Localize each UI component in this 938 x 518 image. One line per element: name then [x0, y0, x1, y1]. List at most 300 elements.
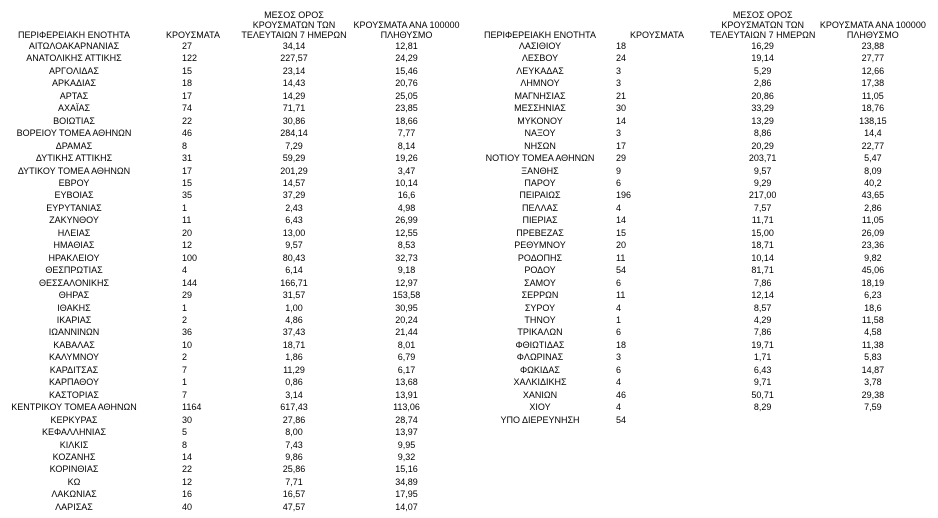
region-name: ΡΟΔΟΠΗΣ	[517, 252, 563, 263]
rate-value: 3,78	[864, 377, 882, 388]
cases-value: 18	[616, 339, 627, 350]
rate-value: 7,77	[397, 128, 416, 139]
region-name: ΦΩΚΙΔΑΣ	[520, 364, 560, 375]
table-row	[4, 177, 464, 189]
region-name: ΕΒΡΟΥ	[58, 177, 90, 188]
average-value: 11,71	[751, 215, 774, 226]
region-name: ΑΙΤΩΛΟΑΚΑΡΝΑΝΙΑΣ	[28, 41, 120, 51]
rate-value: 11,38	[861, 339, 884, 350]
rate-value: 23,88	[861, 41, 885, 51]
rate-value: 43,65	[861, 190, 885, 201]
table-row	[4, 476, 464, 488]
table-row	[4, 463, 464, 475]
average-value: 9,86	[285, 451, 303, 462]
table-row	[470, 152, 930, 164]
average-value: 8,29	[753, 402, 772, 413]
rate-value: 26,09	[861, 227, 885, 238]
cases-value: 24	[616, 53, 627, 64]
region-name: ΑΧΑΪΑΣ	[57, 103, 91, 114]
table-row	[4, 364, 464, 376]
average-value: 34,14	[282, 41, 306, 51]
table-row	[470, 65, 930, 77]
rate-value: 28,74	[395, 414, 418, 425]
right-header-row	[470, 2, 930, 40]
table-row	[470, 252, 930, 264]
rate-value: 138,15	[859, 115, 887, 126]
rate-value: 23,36	[861, 240, 885, 251]
cases-value: 22	[182, 464, 193, 475]
region-name: ΧΑΛΚΙΔΙΚΗΣ	[513, 377, 567, 388]
rate-value: 4,58	[864, 327, 882, 338]
cases-value: 16	[182, 489, 193, 500]
region-name: ΚΕΝΤΡΙΚΟΥ ΤΟΜΕΑ ΑΘΗΝΩΝ	[11, 402, 137, 413]
region-name: ΛΕΣΒΟΥ	[521, 53, 559, 64]
table-row	[470, 127, 930, 139]
cases-value: 30	[616, 103, 627, 114]
header-cases: ΚΡΟΥΣΜΑΤΑ	[166, 30, 220, 40]
cases-value: 18	[616, 41, 627, 51]
cases-value: 1	[182, 377, 188, 388]
cases-value: 2	[182, 314, 188, 325]
average-value: 19,71	[751, 339, 774, 350]
region-name: ΥΠΟ ΔΙΕΡΕΥΝΗΣΗ	[500, 414, 580, 425]
rate-value: 13,68	[395, 377, 418, 388]
cases-value: 11	[616, 252, 626, 263]
region-name: ΔΥΤΙΚΗΣ ΑΤΤΙΚΗΣ	[35, 153, 113, 164]
average-value: 5,29	[753, 65, 772, 76]
average-value: 19,14	[751, 53, 774, 64]
cases-value: 31	[182, 153, 193, 164]
region-name: ΙΚΑΡΙΑΣ	[56, 314, 92, 325]
rate-value: 29,38	[861, 389, 885, 400]
right-table-section	[470, 2, 930, 426]
region-name: ΚΑΒΑΛΑΣ	[53, 339, 95, 350]
region-name: ΚΩ	[67, 476, 81, 487]
table-row	[4, 40, 464, 52]
rate-value: 40,2	[864, 177, 882, 188]
table-row	[470, 52, 930, 64]
cases-value: 46	[616, 389, 627, 400]
header-region: ΠΕΡΙΦΕΡΕΙΑΚΗ ΕΝΟΤΗΤΑ	[17, 30, 131, 40]
average-value: 20,86	[751, 90, 774, 101]
region-name: ΔΡΑΜΑΣ	[55, 140, 93, 151]
rate-value: 20,76	[395, 78, 418, 89]
region-name: ΧΙΟΥ	[529, 402, 551, 413]
table-row	[4, 376, 464, 388]
cases-value: 3	[616, 78, 622, 89]
cases-value: 12	[182, 476, 193, 487]
average-value	[710, 414, 815, 426]
table-row	[470, 364, 930, 376]
rate-value: 5,83	[864, 352, 882, 363]
average-value: 7,71	[285, 476, 303, 487]
region-name: ΙΘΑΚΗΣ	[57, 302, 91, 313]
cases-value: 9	[616, 165, 622, 176]
cases-value: 3	[616, 352, 622, 363]
rate-value: 14,87	[861, 364, 885, 375]
average-value: 15,00	[751, 227, 774, 238]
average-value: 8,57	[753, 302, 772, 313]
table-row	[4, 189, 464, 201]
cases-value: 21	[616, 90, 627, 101]
region-name: ΚΑΛΥΜΝΟΥ	[48, 352, 100, 363]
cases-value: 30	[182, 414, 193, 425]
region-name: ΕΥΒΟΙΑΣ	[54, 190, 94, 201]
average-value: 7,57	[753, 202, 772, 213]
table-row	[4, 339, 464, 351]
region-name: ΣΑΜΟΥ	[524, 277, 556, 288]
rate-value: 22,77	[861, 140, 885, 151]
table-row	[4, 77, 464, 89]
table-row	[4, 90, 464, 102]
region-name: ΚΟΡΙΝΘΙΑΣ	[49, 464, 99, 475]
region-name: ΚΑΡΔΙΤΣΑΣ	[49, 364, 99, 375]
rate-value: 18,6	[864, 302, 882, 313]
rate-value: 113,06	[393, 402, 420, 413]
table-row	[470, 302, 930, 314]
cases-value: 29	[616, 153, 627, 164]
left-data-table	[4, 2, 464, 513]
cases-value: 3	[616, 128, 622, 139]
header-rate: ΚΡΟΥΣΜΑΤΑ ΑΝΑ 100000 ΠΛΗΘΥΣΜΟ	[819, 20, 926, 40]
rate-value: 30,95	[395, 302, 418, 313]
rate-value	[815, 414, 930, 426]
cases-value: 4	[182, 265, 188, 276]
cases-value: 11	[616, 290, 626, 301]
rate-value: 27,77	[861, 53, 885, 64]
average-value: 7,43	[285, 439, 303, 450]
table-row	[4, 314, 464, 326]
average-value: 14,29	[282, 90, 306, 101]
cases-value: 144	[182, 277, 198, 288]
cases-value: 1164	[182, 402, 202, 413]
rate-value: 9,18	[397, 265, 416, 276]
table-row	[4, 102, 464, 114]
region-name: ΙΩΑΝΝΙΝΩΝ	[48, 327, 100, 338]
region-name: ΒΟΙΩΤΙΑΣ	[53, 115, 95, 126]
average-value: 8,86	[753, 128, 772, 139]
cases-value: 17	[182, 165, 193, 176]
table-row	[4, 389, 464, 401]
average-value: 25,86	[282, 464, 306, 475]
table-row	[470, 376, 930, 388]
average-value: 18,71	[751, 240, 774, 251]
cases-value: 2	[182, 352, 188, 363]
region-name: ΖΑΚΥΝΘΟΥ	[49, 215, 99, 226]
table-row	[470, 102, 930, 114]
rate-value: 8,53	[397, 240, 416, 251]
rate-value: 14,4	[864, 128, 882, 139]
rate-value: 21,44	[395, 327, 418, 338]
average-value: 9,29	[753, 177, 772, 188]
right-data-table	[470, 2, 930, 426]
average-value: 9,57	[285, 240, 303, 251]
table-row	[4, 401, 464, 413]
average-value: 3,14	[285, 389, 303, 400]
region-name: ΦΘΙΩΤΙΔΑΣ	[515, 339, 565, 350]
cases-value: 196	[616, 190, 632, 201]
cases-value: 74	[182, 103, 193, 114]
table-row	[470, 202, 930, 214]
region-name: ΘΕΣΣΑΛΟΝΙΚΗΣ	[38, 277, 110, 288]
average-value: 11,29	[283, 364, 305, 375]
region-name: ΛΑΚΩΝΙΑΣ	[51, 489, 97, 500]
table-row	[470, 214, 930, 226]
cases-value: 46	[182, 128, 193, 139]
table-row	[4, 289, 464, 301]
region-name: ΧΑΝΙΩΝ	[522, 389, 558, 400]
table-row	[4, 326, 464, 338]
cases-value: 40	[182, 501, 193, 512]
cases-value: 8	[182, 439, 188, 450]
average-value: 16,29	[751, 41, 774, 51]
rate-value: 45,06	[861, 265, 885, 276]
region-name: ΜΕΣΣΗΝΙΑΣ	[514, 103, 566, 114]
average-value: 9,71	[753, 377, 772, 388]
rate-value: 2,86	[864, 202, 882, 213]
region-name: ΤΡΙΚΑΛΩΝ	[517, 327, 563, 338]
rate-value: 4,98	[397, 202, 416, 213]
rate-value: 9,95	[397, 439, 416, 450]
rate-value: 15,46	[395, 65, 418, 76]
average-value: 201,29	[280, 165, 308, 176]
average-value: 9,57	[753, 165, 772, 176]
cases-value: 15	[616, 227, 627, 238]
region-name: ΠΑΡΟΥ	[524, 177, 556, 188]
rate-value: 9,82	[864, 252, 882, 263]
table-row	[4, 252, 464, 264]
average-value: 13,29	[751, 115, 774, 126]
average-value: 23,14	[282, 65, 306, 76]
region-name: ΝΗΣΩΝ	[524, 140, 556, 151]
cases-value: 122	[182, 53, 198, 64]
average-value: 166,71	[280, 277, 308, 288]
table-row	[4, 140, 464, 152]
cases-value: 7	[182, 364, 188, 375]
region-name: ΣΕΡΡΩΝ	[521, 290, 559, 301]
left-header-row	[4, 2, 464, 40]
table-row	[4, 52, 464, 64]
average-value: 2,43	[285, 202, 303, 213]
cases-value: 11	[182, 215, 192, 226]
region-name: ΡΕΘΥΜΝΟΥ	[514, 240, 566, 251]
average-value: 47,57	[282, 501, 306, 512]
rate-value: 8,14	[397, 140, 416, 151]
table-row	[470, 227, 930, 239]
table-row	[4, 165, 464, 177]
region-name: ΑΡΤΑΣ	[59, 90, 89, 101]
average-value: 6,43	[753, 364, 772, 375]
region-name: ΝΑΞΟΥ	[524, 128, 556, 139]
table-row	[4, 202, 464, 214]
rate-value: 19,26	[395, 153, 418, 164]
table-row	[4, 277, 464, 289]
cases-value: 4	[616, 377, 622, 388]
region-name: ΤΗΝΟΥ	[524, 314, 556, 325]
table-row	[4, 239, 464, 251]
region-name: ΛΗΜΝΟΥ	[520, 78, 560, 89]
rate-value: 12,97	[395, 277, 418, 288]
average-value: 203,71	[748, 153, 777, 164]
right-table-body	[470, 40, 930, 426]
rate-value: 11,05	[861, 215, 884, 226]
cases-value: 20	[182, 227, 193, 238]
table-row	[4, 414, 464, 426]
rate-value: 17,38	[861, 78, 885, 89]
header-average: ΜΕΣΟΣ ΟΡΟΣ ΚΡΟΥΣΜΑΤΩΝ ΤΩΝ ΤΕΛΕΥΤΑΙΩΝ 7 ΗΜΕΡΩΝ	[241, 10, 347, 40]
table-row	[470, 401, 930, 413]
region-name: ΚΑΡΠΑΘΟΥ	[48, 377, 100, 388]
table-row	[470, 77, 930, 89]
region-name: ΠΕΛΛΑΣ	[521, 202, 559, 213]
header-region: ΠΕΡΙΦΕΡΕΙΑΚΗ ΕΝΟΤΗΤΑ	[483, 30, 597, 40]
table-row	[470, 189, 930, 201]
cases-value: 6	[616, 364, 622, 375]
table-row	[470, 314, 930, 326]
average-value: 33,29	[751, 103, 774, 114]
region-name: ΘΕΣΠΡΩΤΙΑΣ	[45, 265, 103, 276]
region-name: ΛΕΥΚΑΔΑΣ	[516, 65, 564, 76]
rate-value: 3,47	[397, 165, 416, 176]
average-value: 227,57	[280, 53, 308, 64]
cases-value: 100	[182, 252, 198, 263]
cases-value: 10	[182, 339, 193, 350]
cases-value: 15	[182, 65, 193, 76]
average-value: 217,00	[748, 190, 777, 201]
average-value: 284,14	[280, 128, 308, 139]
table-row	[470, 115, 930, 127]
region-name: ΞΑΝΘΗΣ	[521, 165, 559, 176]
cases-value: 14	[616, 215, 627, 226]
rate-value: 7,59	[864, 402, 882, 413]
cases-value: 6	[616, 177, 622, 188]
table-row	[470, 339, 930, 351]
table-row	[4, 426, 464, 438]
cases-value: 6	[616, 277, 622, 288]
rate-value: 13,97	[395, 427, 418, 438]
table-row	[470, 40, 930, 52]
average-value: 18,71	[282, 339, 306, 350]
rate-value: 15,16	[395, 464, 418, 475]
left-table-body	[4, 40, 464, 513]
cases-value: 54	[616, 414, 627, 425]
rate-value: 18,19	[861, 277, 885, 288]
header-average: ΜΕΣΟΣ ΟΡΟΣ ΚΡΟΥΣΜΑΤΩΝ ΤΩΝ ΤΕΛΕΥΤΑΙΩΝ 7 ΗΜΕΡΩΝ	[710, 10, 816, 40]
table-row	[4, 214, 464, 226]
average-value: 617,43	[280, 402, 308, 413]
table-row	[470, 239, 930, 251]
rate-value: 11,05	[861, 90, 884, 101]
header-cases: ΚΡΟΥΣΜΑΤΑ	[630, 30, 684, 40]
rate-value: 32,73	[395, 252, 418, 263]
cases-value: 17	[182, 90, 193, 101]
rate-value: 11,58	[861, 314, 884, 325]
region-name: ΚΕΦΑΛΛΗΝΙΑΣ	[41, 427, 107, 438]
region-name: ΦΛΩΡΙΝΑΣ	[516, 352, 564, 363]
region-name: ΗΡΑΚΛΕΙΟΥ	[48, 252, 100, 263]
rate-value: 10,14	[395, 177, 418, 188]
average-value: 59,29	[282, 153, 306, 164]
region-name: ΠΕΙΡΑΙΩΣ	[519, 190, 561, 201]
cases-value: 54	[616, 265, 627, 276]
table-row	[470, 351, 930, 363]
region-name: ΕΥΡΥΤΑΝΙΑΣ	[46, 202, 102, 213]
region-name: ΚΟΖΑΝΗΣ	[52, 451, 96, 462]
region-name: ΚΕΡΚΥΡΑΣ	[50, 414, 98, 425]
cases-value: 1	[182, 202, 188, 213]
table-row	[4, 264, 464, 276]
table-row	[470, 326, 930, 338]
average-value: 1,00	[285, 302, 303, 313]
cases-value: 4	[616, 302, 622, 313]
average-value: 14,43	[282, 78, 306, 89]
rate-value: 23,85	[395, 103, 418, 114]
rate-value: 6,79	[397, 352, 416, 363]
table-row	[470, 90, 930, 102]
average-value: 12,14	[751, 290, 774, 301]
average-value: 50,71	[751, 389, 774, 400]
left-table-section	[4, 2, 464, 513]
average-value: 2,86	[753, 78, 772, 89]
rate-value: 26,99	[395, 215, 418, 226]
rate-value: 6,17	[397, 364, 416, 375]
average-value: 20,29	[751, 140, 774, 151]
table-row	[4, 127, 464, 139]
region-name: ΣΥΡΟΥ	[524, 302, 556, 313]
region-name: ΗΜΑΘΙΑΣ	[53, 240, 95, 251]
table-row	[4, 451, 464, 463]
rate-value: 24,29	[395, 53, 418, 64]
rate-value: 25,05	[395, 90, 418, 101]
region-name: ΒΟΡΕΙΟΥ ΤΟΜΕΑ ΑΘΗΝΩΝ	[16, 128, 132, 139]
average-value: 6,43	[285, 215, 303, 226]
region-name: ΘΗΡΑΣ	[58, 290, 90, 301]
table-row	[4, 501, 464, 513]
table-row	[4, 227, 464, 239]
rate-value: 8,09	[864, 165, 882, 176]
rate-value: 12,55	[395, 227, 418, 238]
table-row	[470, 140, 930, 152]
table-row	[470, 389, 930, 401]
region-name: ΠΡΕΒΕΖΑΣ	[516, 227, 564, 238]
average-value: 6,14	[285, 265, 303, 276]
rate-value: 12,81	[395, 41, 418, 51]
average-value: 8,00	[285, 427, 303, 438]
table-row	[470, 414, 930, 426]
region-name: ΠΙΕΡΙΑΣ	[522, 215, 558, 226]
rate-value: 17,95	[395, 489, 418, 500]
cases-value: 17	[616, 140, 627, 151]
table-row	[470, 177, 930, 189]
table-row	[4, 439, 464, 451]
rate-value: 18,66	[395, 115, 418, 126]
average-value: 37,29	[282, 190, 306, 201]
average-value: 37,43	[282, 327, 306, 338]
table-row	[4, 488, 464, 500]
table-row	[470, 277, 930, 289]
average-value: 14,57	[282, 177, 306, 188]
average-value: 4,86	[285, 314, 303, 325]
header-rate: ΚΡΟΥΣΜΑΤΑ ΑΝΑ 100000 ΠΛΗΘΥΣΜΟ	[353, 20, 460, 40]
cases-value: 14	[616, 115, 627, 126]
average-value: 7,86	[753, 327, 772, 338]
rate-value: 153,58	[392, 290, 421, 301]
cases-value: 3	[616, 65, 622, 76]
average-value: 71,71	[282, 103, 306, 114]
average-value: 4,29	[753, 314, 772, 325]
average-value: 7,86	[753, 277, 772, 288]
table-row	[470, 165, 930, 177]
